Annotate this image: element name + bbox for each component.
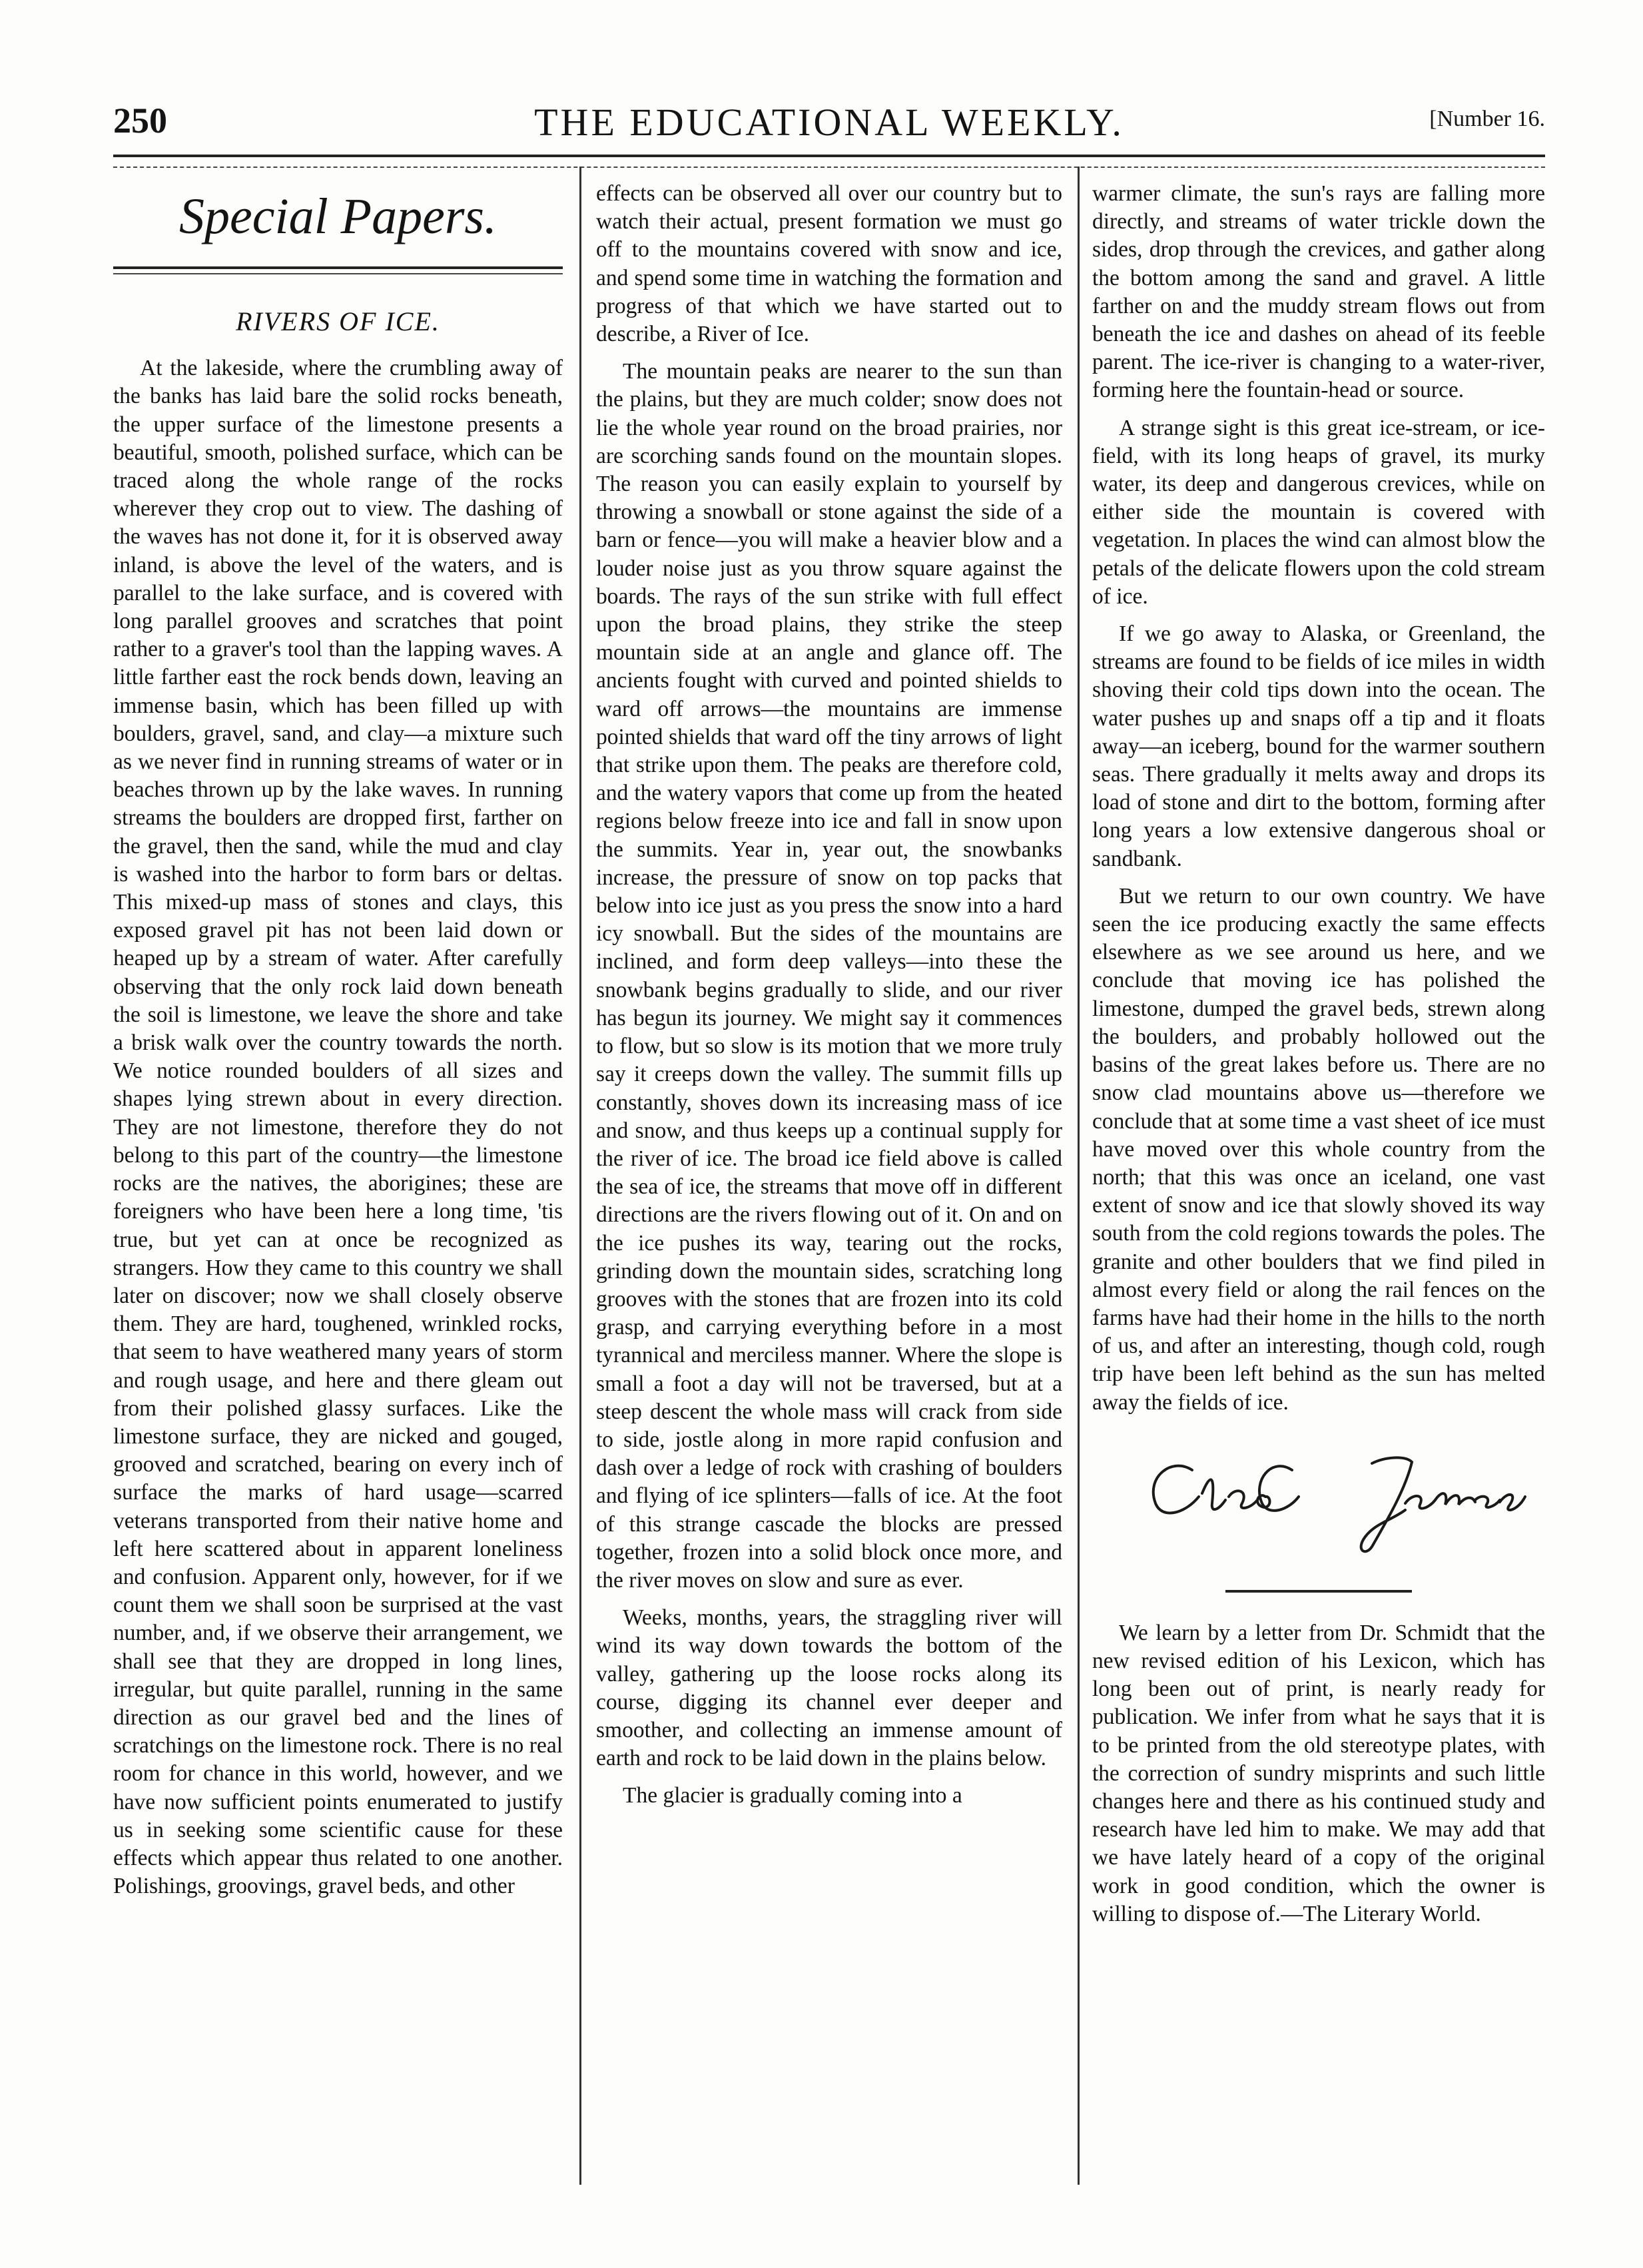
paragraph: warmer climate, the sun's rays are falling more directly, and streams of water trickle down the sides, drop through the crevices, and gather along the bottom among the sand and gravel. A little farther on and the muddy stream flows out from beneath the ice and dashes on ahead of its feeble parent. The ice-river is changing to a water-river, forming here the fountain-head or source.	[1092, 181, 1545, 403]
issue-number: [Number 16.	[1429, 107, 1545, 131]
section-title: Special Papers.	[178, 189, 497, 244]
paragraph: Weeks, months, years, the straggling river will wind its way down towards the bottom of the valley, gathering up the loose rocks along its course, digging its channel ever deeper and smoother, and collecting an immense amount of earth and rock to be laid down in the plains below.	[596, 1605, 1062, 1771]
column-divider	[579, 167, 581, 2185]
column-3	[1092, 180, 1545, 1938]
article-title: RIVERS OF ICE.	[236, 306, 440, 336]
column-divider	[1078, 167, 1080, 2185]
signature	[1092, 1430, 1545, 1570]
signature-image	[1092, 1430, 1545, 1570]
paragraph: effects can be observed all over our country but to watch their actual, present formation we must go off to the mountains covered with snow and ice, and spend some time in watching the formation and progress of that which we have started out to describe, a River of Ice.	[596, 181, 1062, 347]
column-2	[596, 180, 1062, 1820]
notice-paragraph: We learn by a letter from Dr. Schmidt that the new revised edition of his Lexicon, which has long been out of print, is nearly ready for publication. We infer from what he says that it is to be printed from the old stereotype plates, with the correction of sundry misprints and such little changes here and there as his continued study and research have led him to make. We may add that we have lately heard of a copy of the original work in good condition, which the owner is willing to dispose of.—The Literary World.	[1092, 1620, 1545, 1926]
journal-title: THE EDUCATIONAL WEEKLY.	[534, 101, 1124, 144]
page-number: 250	[113, 101, 167, 141]
paragraph: The glacier is gradually coming into a	[623, 1783, 962, 1808]
header-rule	[113, 155, 1545, 168]
column-1	[113, 180, 563, 1910]
paragraph: At the lakeside, where the crumbling away of the banks has laid bare the solid rocks beneath, the upper surface of the limestone presents a beautiful, smooth, polished surface, which can be traced along the whole range of the rocks wherever they crop out to view. The dashing of the waves has not done it, for it is observed away inland, is above the level of the waters, and is parallel to the lake surface, and is covered with long parallel grooves and scratches that point rather to a graver's tool than the lapping waves. A little farther east the rock bends down, leaving an immense basin, which has been filled up with boulders, gravel, sand, and clay—a mixture such as we never find in running streams of water or in beaches thrown up by the lake waves. In running streams the boulders are dropped first, farther on the gravel, then the sand, while the mud and clay is washed into the harbor to form bars or deltas. This mixed-up mass of stones and clays, this exposed gravel pit has not been laid down or heaped up by a stream of water. After carefully observing that the only rock laid down beneath the soil is limestone, we leave the shore and take a brisk walk over the country towards the north. We notice rounded boulders of all sizes and shapes lying strewn about in every direction. They are not limestone, therefore they do not belong to this part of the country—the limestone rocks are the natives, the aborigines; these are foreigners who have been here a long time, 'tis true, but yet can at once be recognized as strangers. How they came to this country we shall later on discover; now we shall closely observe them. They are hard, toughened, wrinkled rocks, that seem to have weathered many years of storm and rough usage, and here and there gleam out from their polished glassy surfaces. Like the limestone surface, they are nicked and gouged, grooved and scratched, bearing on every inch of surface the marks of hard usage—scarred veterans transported from their native home and left here scattered about in apparent loneliness and confusion. Apparent only, however, for if we count them we shall soon be surprised at the vast number, and, if we observe their arrangement, we shall see that they are dropped in long lines, irregular, but quite parallel, running in the same direction as our gravel bed and the lines of scratchings on the limestone rock. There is no real room for chance in this world, however, and we have now sufficient points enumerated to justify us in seeking some scientific cause for these effects which appear thus related to one another. Polishings, groovings, gravel beds, and other	[113, 356, 563, 1899]
paragraph: The mountain peaks are nearer to the sun than the plains, but they are much colder; snow does not lie the whole year round on the broad prairies, nor are scorching sands found on the mountain slopes. The reason you can easily explain to yourself by throwing a snowball or stone against the side of a barn or fence—you will make a heavier blow and a louder noise just as you throw square against the boards. The rays of the sun strike with full effect upon the broad plains, they strike the steep mountain side at an angle and glance off. The ancients fought with curved and pointed shields to ward off arrows—the mountains are immense pointed shields that ward off the tiny arrows of light that strike upon them. The peaks are therefore cold, and the watery vapors that come up from the heated regions below freeze into ice and fall in snow upon the summits. Year in, year out, the snowbanks increase, the pressure of snow on top packs that below into ice just as you press the snow into a hard icy snowball. But the sides of the mountains are inclined, and form deep valleys—into these the snowbank begins gradually to slide, and our river has begun its journey. We might say it commences to flow, but so slow is its motion that we more truly say it creeps down the valley. The summit fills up constantly, shoves down its increasing mass of ice and snow, and thus keeps up a continual supply for the river of ice. The broad ice field above is called the sea of ice, the streams that move off in different directions are the rivers flowing out of it. On and on the ice pushes its way, tearing out the rocks, grinding down the mountain sides, scratching long grooves with the stones that are frozen into its cold grasp, and carrying everything before in a most tyrannical and merciless manner. Where the slope is small a foot a day will not be traversed, but at a steep descent the whole mass will crack from side to side, jostle along in more rapid confusion and dash over a ledge of rock with crashing of boulders and flying of ice splinters—falls of ice. At the foot of this strange cascade the blocks are pressed together, frozen into a solid block once more, and the river moves on slow and sure as ever.	[596, 359, 1062, 1593]
section-rule	[113, 266, 563, 274]
page-header	[113, 100, 1545, 147]
paragraph: But we return to our own country. We have seen the ice producing exactly the same effects elsewhere as we see around us here, and we conclude that moving ice has polished the limestone, dumped the gravel beds, strewn along the boulders, and probably hollowed out the basins of the great lakes before us. There are no snow clad mountains above us—therefore we conclude that at some time a vast sheet of ice must have moved over this whole country from the north; that this was once an iceland, one vast extent of snow and ice that slowly shoved its way south from the cold regions towards the poles. The granite and other boulders that we find piled in almost every field or along the rail fences on the farms have had their home in the hills to the north of us, and after an interesting, though cold, rough trip have been left behind as the sun has melted away the fields of ice.	[1092, 883, 1545, 1415]
separator-rule	[1225, 1590, 1412, 1593]
paragraph: If we go away to Alaska, or Greenland, the streams are found to be fields of ice miles in width shoving their cold tips down into the ocean. The water pushes up and snaps off a tip and it floats away—an iceberg, bound for the warmer southern seas. There gradually it melts away and drops its load of stone and dirt to the bottom, forming after long years a low extensive dangerous shoal or sandbank.	[1092, 621, 1545, 871]
paragraph: A strange sight is this great ice-stream, or ice-field, with its long heaps of gravel, its murky water, its deep and dangerous crevices, while on either side the mountain is covered with vegetation. In places the wind can almost blow the petals of the delicate flowers upon the cold stream of ice.	[1092, 415, 1545, 609]
